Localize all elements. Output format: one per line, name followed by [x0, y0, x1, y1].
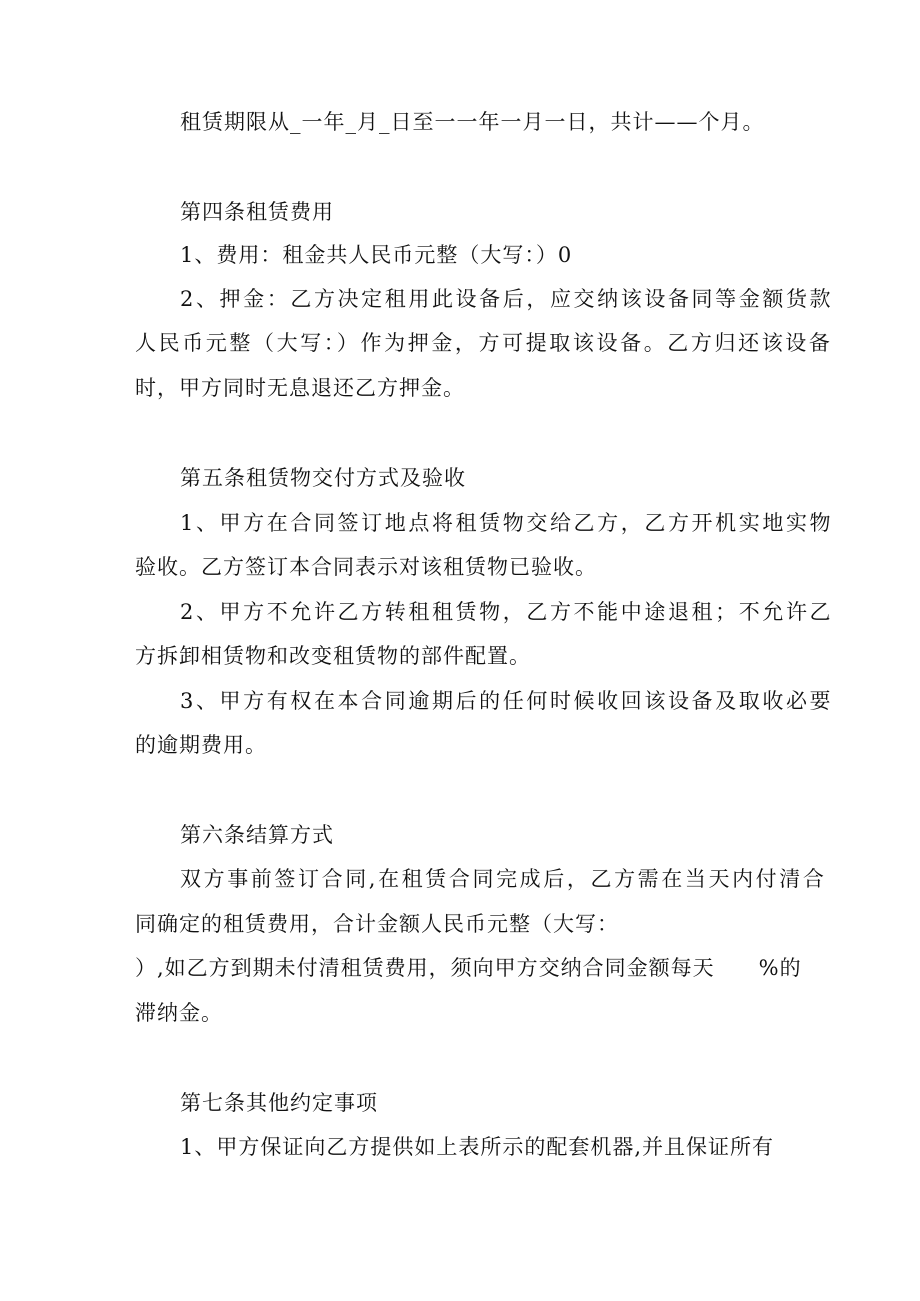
settlement-line-4: 滞纳金。: [135, 1001, 223, 1025]
recall-line-2: 的逾期费用。: [135, 733, 267, 757]
article-6-heading: 第六条结算方式: [180, 823, 334, 847]
recall-line-1: 3、甲方有权在本合同逾期后的任何时候收回该设备及取收必要: [180, 689, 834, 713]
other-terms-line-1: 1、甲方保证向乙方提供如上表所示的配套机器,并且保证所有: [180, 1135, 775, 1159]
delivery-line-2: 验收。乙方签订本合同表示对该租赁物已验收。: [135, 555, 597, 579]
article-4-heading: 第四条租赁费用: [180, 200, 334, 224]
delivery-line-1: 1、甲方在合同签订地点将租赁物交给乙方，乙方开机实地实物: [180, 511, 834, 535]
deposit-line-1: 2、押金：乙方决定租用此设备后，应交纳该设备同等金额货款: [180, 287, 834, 311]
settlement-line-1: 双方事前签订合同,在租赁合同完成后，乙方需在当天内付清合: [180, 867, 827, 891]
article-5-heading: 第五条租赁物交付方式及验收: [180, 466, 466, 490]
deposit-line-3: 时，甲方同时无息退还乙方押金。: [135, 376, 465, 400]
article-7-heading: 第七条其他约定事项: [180, 1091, 378, 1115]
sublease-line-2: 方拆卸相赁物和改变租赁物的部件配置。: [135, 644, 531, 668]
sublease-line-1: 2、甲方不允许乙方转租租赁物，乙方不能中途退租；不允许乙: [180, 600, 834, 624]
settlement-line-3: ）,如乙方到期未付清租赁费用，须向甲方交纳合同金额每天 %的: [135, 956, 802, 980]
rent-fee-line: 1、费用：租金共人民币元整（大写：）0: [180, 243, 573, 267]
settlement-line-2: 同确定的租赁费用，合计金额人民币元整（大写：: [135, 912, 619, 936]
deposit-line-2: 人民币元整（大写：）作为押金，方可提取该设备。乙方归还该设备: [135, 331, 833, 355]
lease-term-line: 租赁期限从_一年_月_日至一一年一月一日，共计——个月。: [180, 110, 765, 134]
